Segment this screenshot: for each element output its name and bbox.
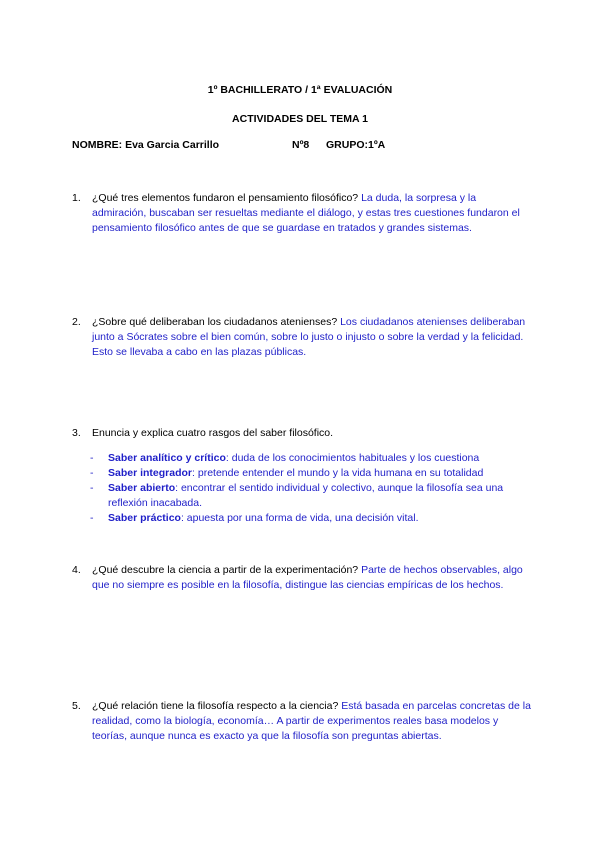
- question-text: ¿Qué relación tiene la filosofía respecto a la ciencia?: [92, 700, 342, 712]
- trait-desc: : duda de los conocimientos habituales y los cuestiona: [225, 452, 480, 464]
- trait-term: Saber analítico y crítico: [108, 452, 226, 464]
- activities-heading: ACTIVIDADES DEL TEMA 1: [232, 113, 368, 125]
- answer-text: Está basada en parcelas concretas de la realidad, como la biología, economía… A partir de experimentos reales basa modelos y teorías, aunque nunca es exacto ya que la filosofía son preguntas abiertas.: [92, 700, 531, 742]
- bullet-dash: -: [90, 452, 94, 464]
- question-3: [72, 426, 532, 526]
- bullet-dash: -: [90, 512, 94, 524]
- answer-text: La duda, la sorpresa y la admiración, buscaban ser resueltas mediante el diálogo, y estas tres cuestiones fundaron el pensamiento filosófico antes de que se guardase en tratados y grandes sistemas.: [92, 192, 520, 234]
- question-text: ¿Sobre qué deliberaban los ciudadanos atenienses?: [92, 316, 341, 328]
- question-number: 3.: [72, 427, 81, 439]
- list-item: [72, 481, 532, 511]
- question-text: ¿Qué descubre la ciencia a partir de la experimentación?: [92, 564, 362, 576]
- question-number: 5.: [72, 700, 81, 712]
- list-item: [72, 451, 532, 466]
- student-name: NOMBRE: Eva Garcia Carrillo: [72, 139, 220, 151]
- answer-text: Parte de hechos observables, algo que no siempre es posible en la filosofía, distingue las ciencias empíricas de los hechos.: [92, 564, 523, 591]
- question-number: 2.: [72, 316, 81, 328]
- question-text: Enuncia y explica cuatro rasgos del saber filosófico.: [92, 427, 334, 439]
- list-item: [72, 466, 532, 481]
- trait-term: Saber práctico: [108, 512, 181, 524]
- trait-desc: : apuesta por una forma de vida, una decisión vital.: [180, 512, 419, 524]
- question-2: [72, 315, 532, 360]
- course-heading: 1º BACHILLERATO / 1ª EVALUACIÓN: [207, 84, 393, 96]
- trait-term: Saber abierto: [108, 482, 176, 494]
- list-item: [72, 511, 532, 526]
- student-number: Nº8: [292, 139, 310, 151]
- student-group: GRUPO:1ºA: [326, 139, 386, 151]
- question-text: ¿Qué tres elementos fundaron el pensamiento filosófico?: [92, 192, 362, 204]
- question-number: 4.: [72, 564, 81, 576]
- bullet-dash: -: [90, 467, 94, 479]
- question-1: [72, 191, 532, 236]
- answer-text: Los ciudadanos atenienses deliberaban junto a Sócrates sobre el bien común, sobre lo justo o injusto o sobre la verdad y la felicidad. Esto se llevaba a cabo en las plazas públicas.: [92, 316, 526, 358]
- trait-desc: : encontrar el sentido individual y colectivo, aunque la filosofía sea una reflexión inacabada.: [108, 482, 504, 509]
- question-4: [72, 563, 532, 593]
- student-info: [72, 139, 386, 151]
- question-5: [72, 699, 532, 744]
- trait-desc: : pretende entender el mundo y la vida humana en su totalidad: [192, 467, 484, 479]
- traits-list: [72, 451, 532, 526]
- trait-term: Saber integrador: [108, 467, 193, 479]
- bullet-dash: -: [90, 482, 94, 494]
- question-number: 1.: [72, 192, 81, 204]
